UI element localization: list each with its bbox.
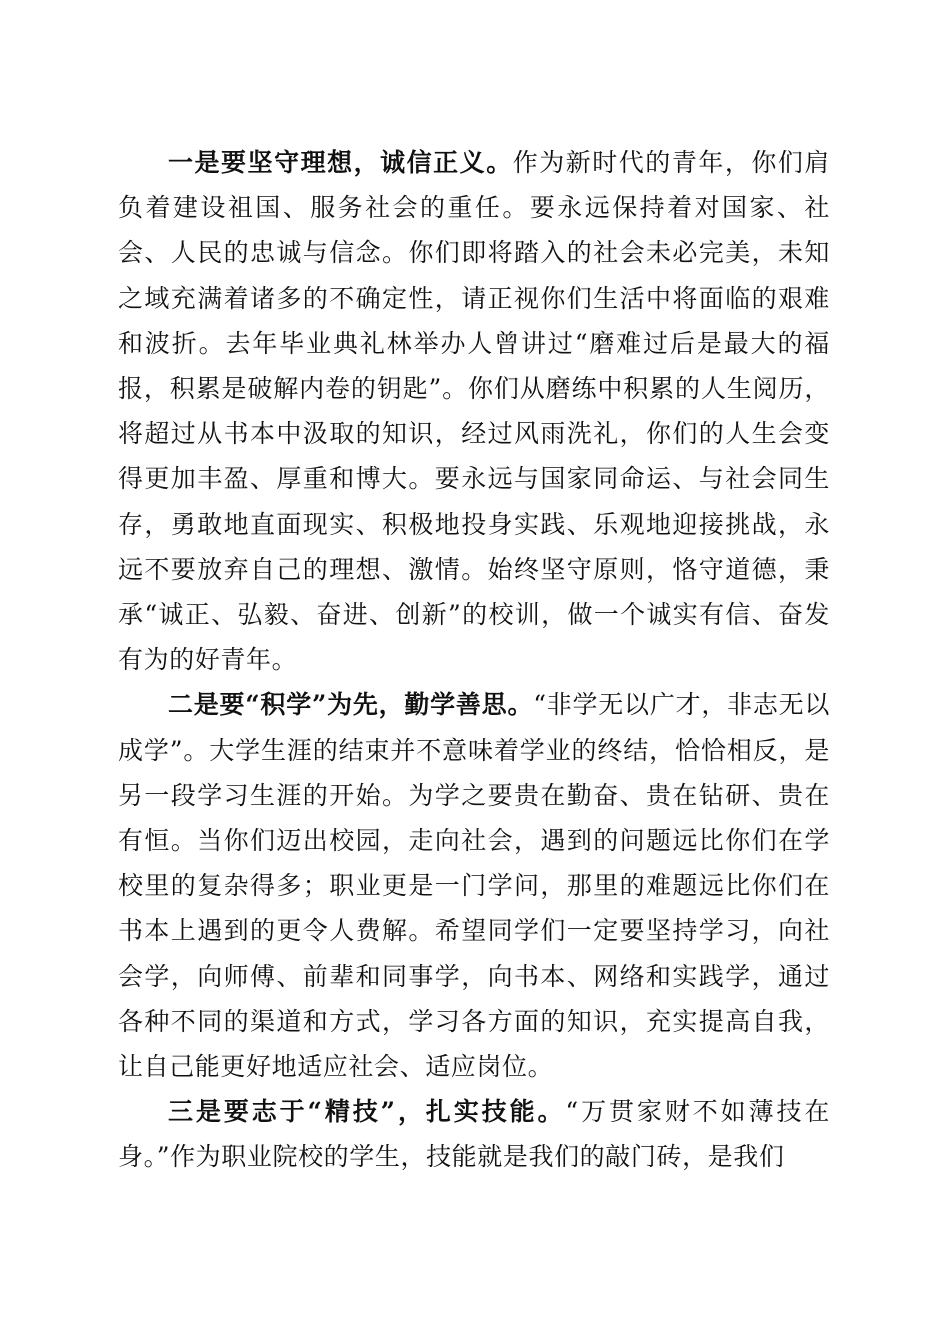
paragraph-learning xyxy=(118,682,830,1089)
paragraph-heading: 三是要志于“精技”，扎实技能。 xyxy=(168,1097,566,1127)
paragraph-skills xyxy=(118,1089,830,1179)
paragraph-text: “万贯家财不如薄技在身。”作为职业院校的学生，技能就是我们的敲门砖，是我们 xyxy=(118,1097,830,1172)
document-body xyxy=(118,140,830,1180)
paragraph-heading: 一是要坚守理想，诚信正义。 xyxy=(168,148,513,177)
paragraph-ideals xyxy=(118,140,830,682)
paragraph-text: “非学无以广才，非志无以成学”。大学生涯的结束并不意味着学业的终结，恰恰相反，是另一段学习生涯的开始。为学之要贵在勤奋、贵在钻研、贵在有恒。当你们迈出校园，走向社会，遇到的问题远比你们在学校里的复杂得多；职业更是一门学问，那里的难题远比你们在书本上遇到的更令人费解。希望同学们一定要坚持学习，向社会学，向师傅、前辈和同事学，向书本、网络和实践学，通过各种不同的渠道和方式，学习各方面的知识，充实提高自我，让自己能更好地适应社会、适应岗位。 xyxy=(118,690,830,1082)
paragraph-heading: 二是要“积学”为先，勤学善思。 xyxy=(168,690,534,720)
paragraph-text: 作为新时代的青年，你们肩负着建设祖国、服务社会的重任。要永远保持着对国家、社会、人民的忠诚与信念。你们即将踏入的社会未必完美，未知之域充满着诸多的不确定性，请正视你们生活中将面临的艰难和波折。去年毕业典礼林举办人曾讲过“磨难过后是最大的福报，积累是破解内卷的钥匙”。你们从磨练中积累的人生阅历，将超过从书本中汲取的知识，经过风雨洗礼，你们的人生会变得更加丰盈、厚重和博大。要永远与国家同命运、与社会同生存，勇敢地直面现实、积极地投身实践、乐观地迎接挑战，永远不要放弃自己的理想、激情。始终坚守原则，恪守道德，秉承“诚正、弘毅、奋进、创新”的校训，做一个诚实有信、奋发有为的好青年。 xyxy=(118,148,830,675)
